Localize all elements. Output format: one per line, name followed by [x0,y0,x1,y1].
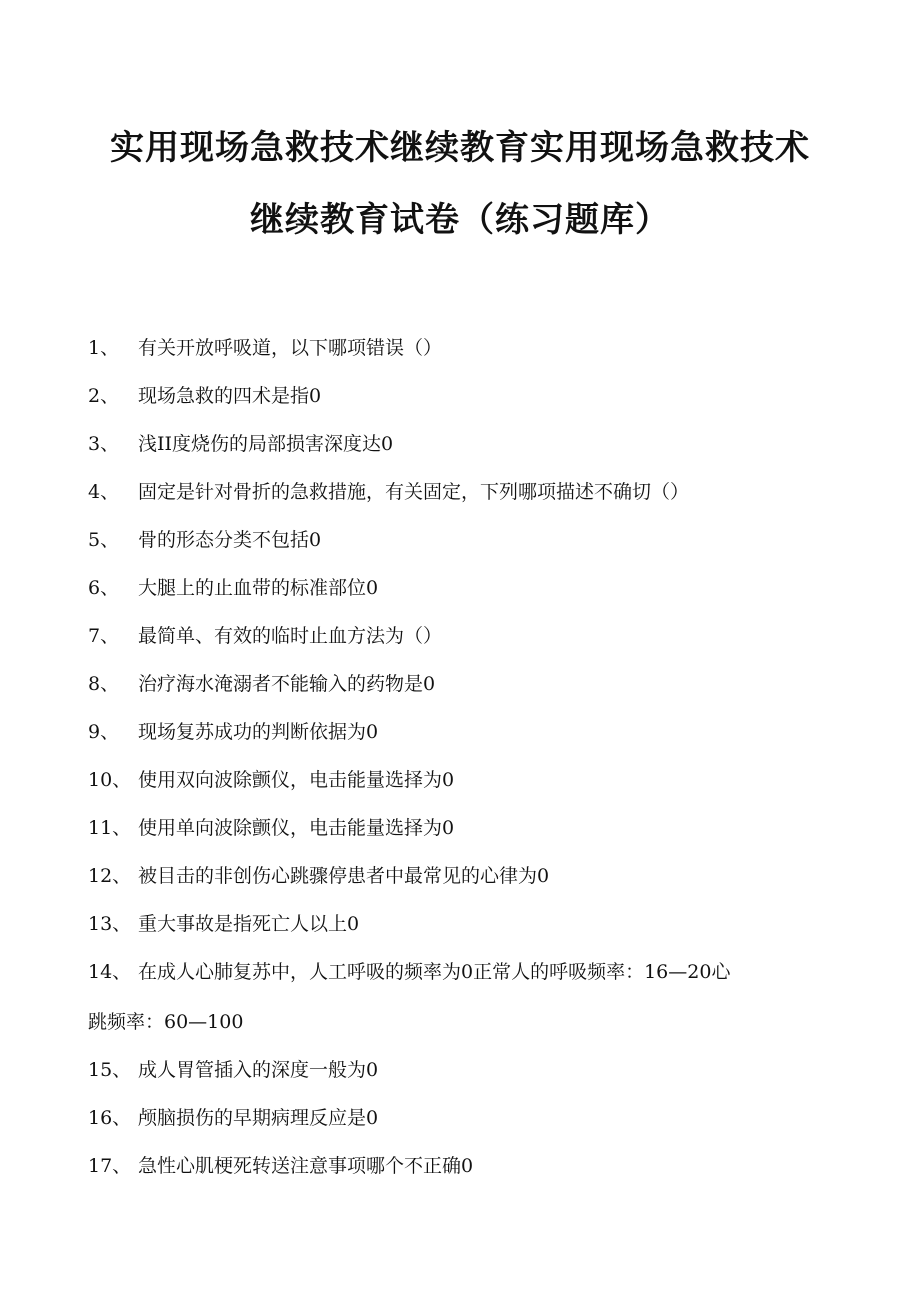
question-text: 颅脑损伤的早期病理反应是0 [138,1107,379,1129]
question-number: 12、 [88,865,132,887]
question-text: 重大事故是指死亡人以上0 [138,913,360,935]
question-continuation: 跳频率：60—100 [88,1011,244,1033]
question-number: 2、 [88,385,120,407]
question-text: 现场复苏成功的判断依据为0 [138,721,379,743]
question-item [88,528,321,552]
question-item [88,816,454,840]
question-item [88,864,549,888]
question-number: 16、 [88,1107,132,1129]
question-text: 现场急救的四术是指0 [138,385,322,407]
question-item [88,432,393,456]
question-number: 17、 [88,1155,132,1177]
question-number: 3、 [88,433,120,455]
question-text: 在成人心肺复苏中，人工呼吸的频率为0正常人的呼吸频率：16—20心 [138,961,731,983]
question-text: 最简单、有效的临时止血方法为（） [138,625,443,647]
question-text: 有关开放呼吸道，以下哪项错误（） [138,337,443,359]
question-text: 使用单向波除颤仪，电击能量选择为0 [138,817,455,839]
question-number: 6、 [88,577,120,599]
question-text: 骨的形态分类不包括0 [138,529,322,551]
question-item [88,912,359,936]
question-text: 成人胃管插入的深度一般为0 [138,1059,379,1081]
question-number: 10、 [88,769,132,791]
question-text: 大腿上的止血带的标准部位0 [138,577,379,599]
question-text: 被目击的非创伤心跳骤停患者中最常见的心律为0 [138,865,550,887]
question-item [88,576,378,600]
question-number: 11、 [88,817,132,839]
question-item [88,384,321,408]
question-text: 使用双向波除颤仪，电击能量选择为0 [138,769,455,791]
question-item [88,960,730,984]
question-item [88,720,378,744]
question-item [88,624,442,648]
question-number: 13、 [88,913,132,935]
question-number: 15、 [88,1059,132,1081]
document-title-line-1: 实用现场急救技术继续教育实用现场急救技术 [110,128,810,168]
question-text: 固定是针对骨折的急救措施，有关固定，下列哪项描述不确切（） [138,481,690,503]
question-item [88,1106,378,1130]
question-number: 9、 [88,721,120,743]
question-number: 14、 [88,961,132,983]
question-item [88,1154,473,1178]
question-number: 5、 [88,529,120,551]
question-item [88,480,689,504]
question-number: 4、 [88,481,120,503]
question-text: 浅II度烧伤的局部损害深度达0 [138,433,394,455]
question-item [88,768,454,792]
question-number: 7、 [88,625,120,647]
document-title-line-2: 继续教育试卷（练习题库） [250,200,670,240]
question-number: 1、 [88,337,120,359]
question-item [88,672,435,696]
question-item [88,336,442,360]
question-text: 急性心肌梗死转送注意事项哪个不正确0 [138,1155,474,1177]
question-text: 治疗海水淹溺者不能输入的药物是0 [138,673,436,695]
question-item [88,1058,378,1082]
question-number: 8、 [88,673,120,695]
